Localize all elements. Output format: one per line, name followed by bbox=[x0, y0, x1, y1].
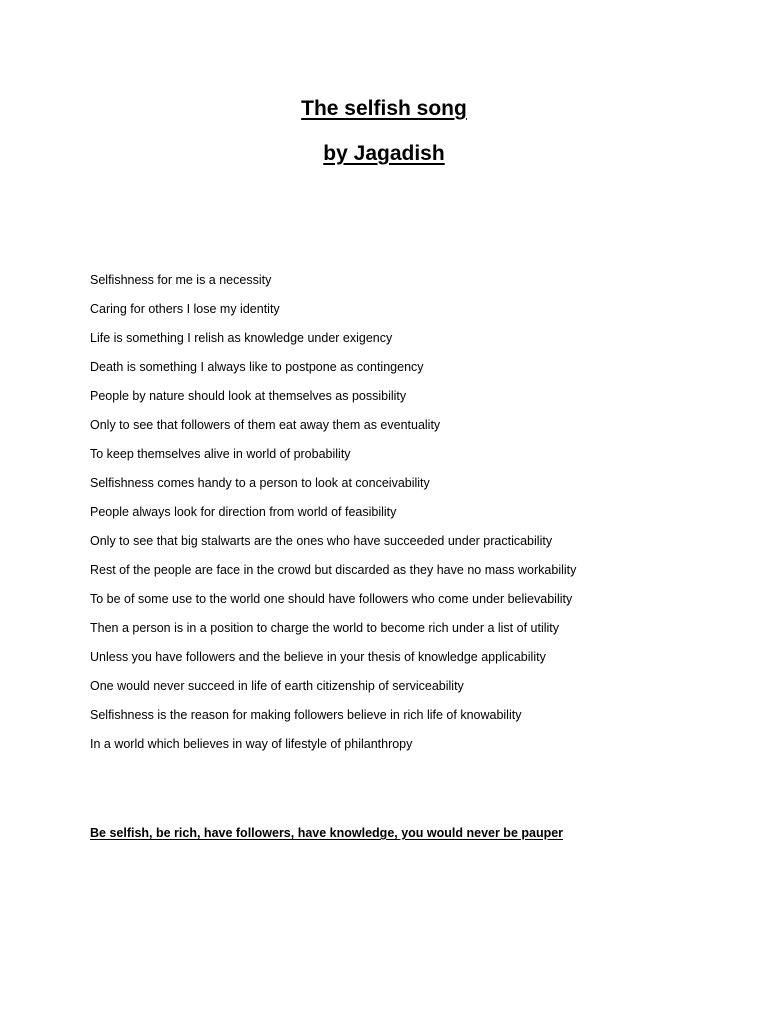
poem-line: People always look for direction from world of feasibility bbox=[90, 505, 397, 519]
poem-line: Death is something I always like to postpone as contingency bbox=[90, 360, 424, 374]
poem-line: Caring for others I lose my identity bbox=[90, 302, 280, 316]
poem-line: Selfishness is the reason for making followers believe in rich life of knowability bbox=[90, 708, 522, 722]
poem-line: People by nature should look at themselves as possibility bbox=[90, 389, 407, 403]
poem-line: To keep themselves alive in world of probability bbox=[90, 447, 351, 461]
poem-line: Only to see that big stalwarts are the ones who have succeeded under practicability bbox=[90, 534, 553, 548]
poem-line: To be of some use to the world one should have followers who come under believability bbox=[90, 592, 573, 606]
poem-line: Rest of the people are face in the crowd but discarded as they have no mass workability bbox=[90, 563, 577, 577]
document-author: by Jagadish bbox=[323, 142, 445, 165]
poem-line: Selfishness comes handy to a person to look at conceivability bbox=[90, 476, 430, 490]
closing-line: Be selfish, be rich, have followers, have knowledge, you would never be pauper bbox=[90, 826, 564, 840]
poem-lines bbox=[90, 270, 576, 763]
poem-line: Then a person is in a position to charge the world to become rich under a list of utility bbox=[90, 621, 560, 635]
poem-line: In a world which believes in way of lifestyle of philanthropy bbox=[90, 737, 413, 751]
poem-line: Selfishness for me is a necessity bbox=[90, 273, 272, 287]
poem-line: Only to see that followers of them eat away them as eventuality bbox=[90, 418, 441, 432]
poem-line: Life is something I relish as knowledge under exigency bbox=[90, 331, 393, 345]
poem-line: Unless you have followers and the believe in your thesis of knowledge applicability bbox=[90, 650, 546, 664]
document-title: The selfish song bbox=[301, 97, 467, 120]
poem-line: One would never succeed in life of earth citizenship of serviceability bbox=[90, 679, 464, 693]
